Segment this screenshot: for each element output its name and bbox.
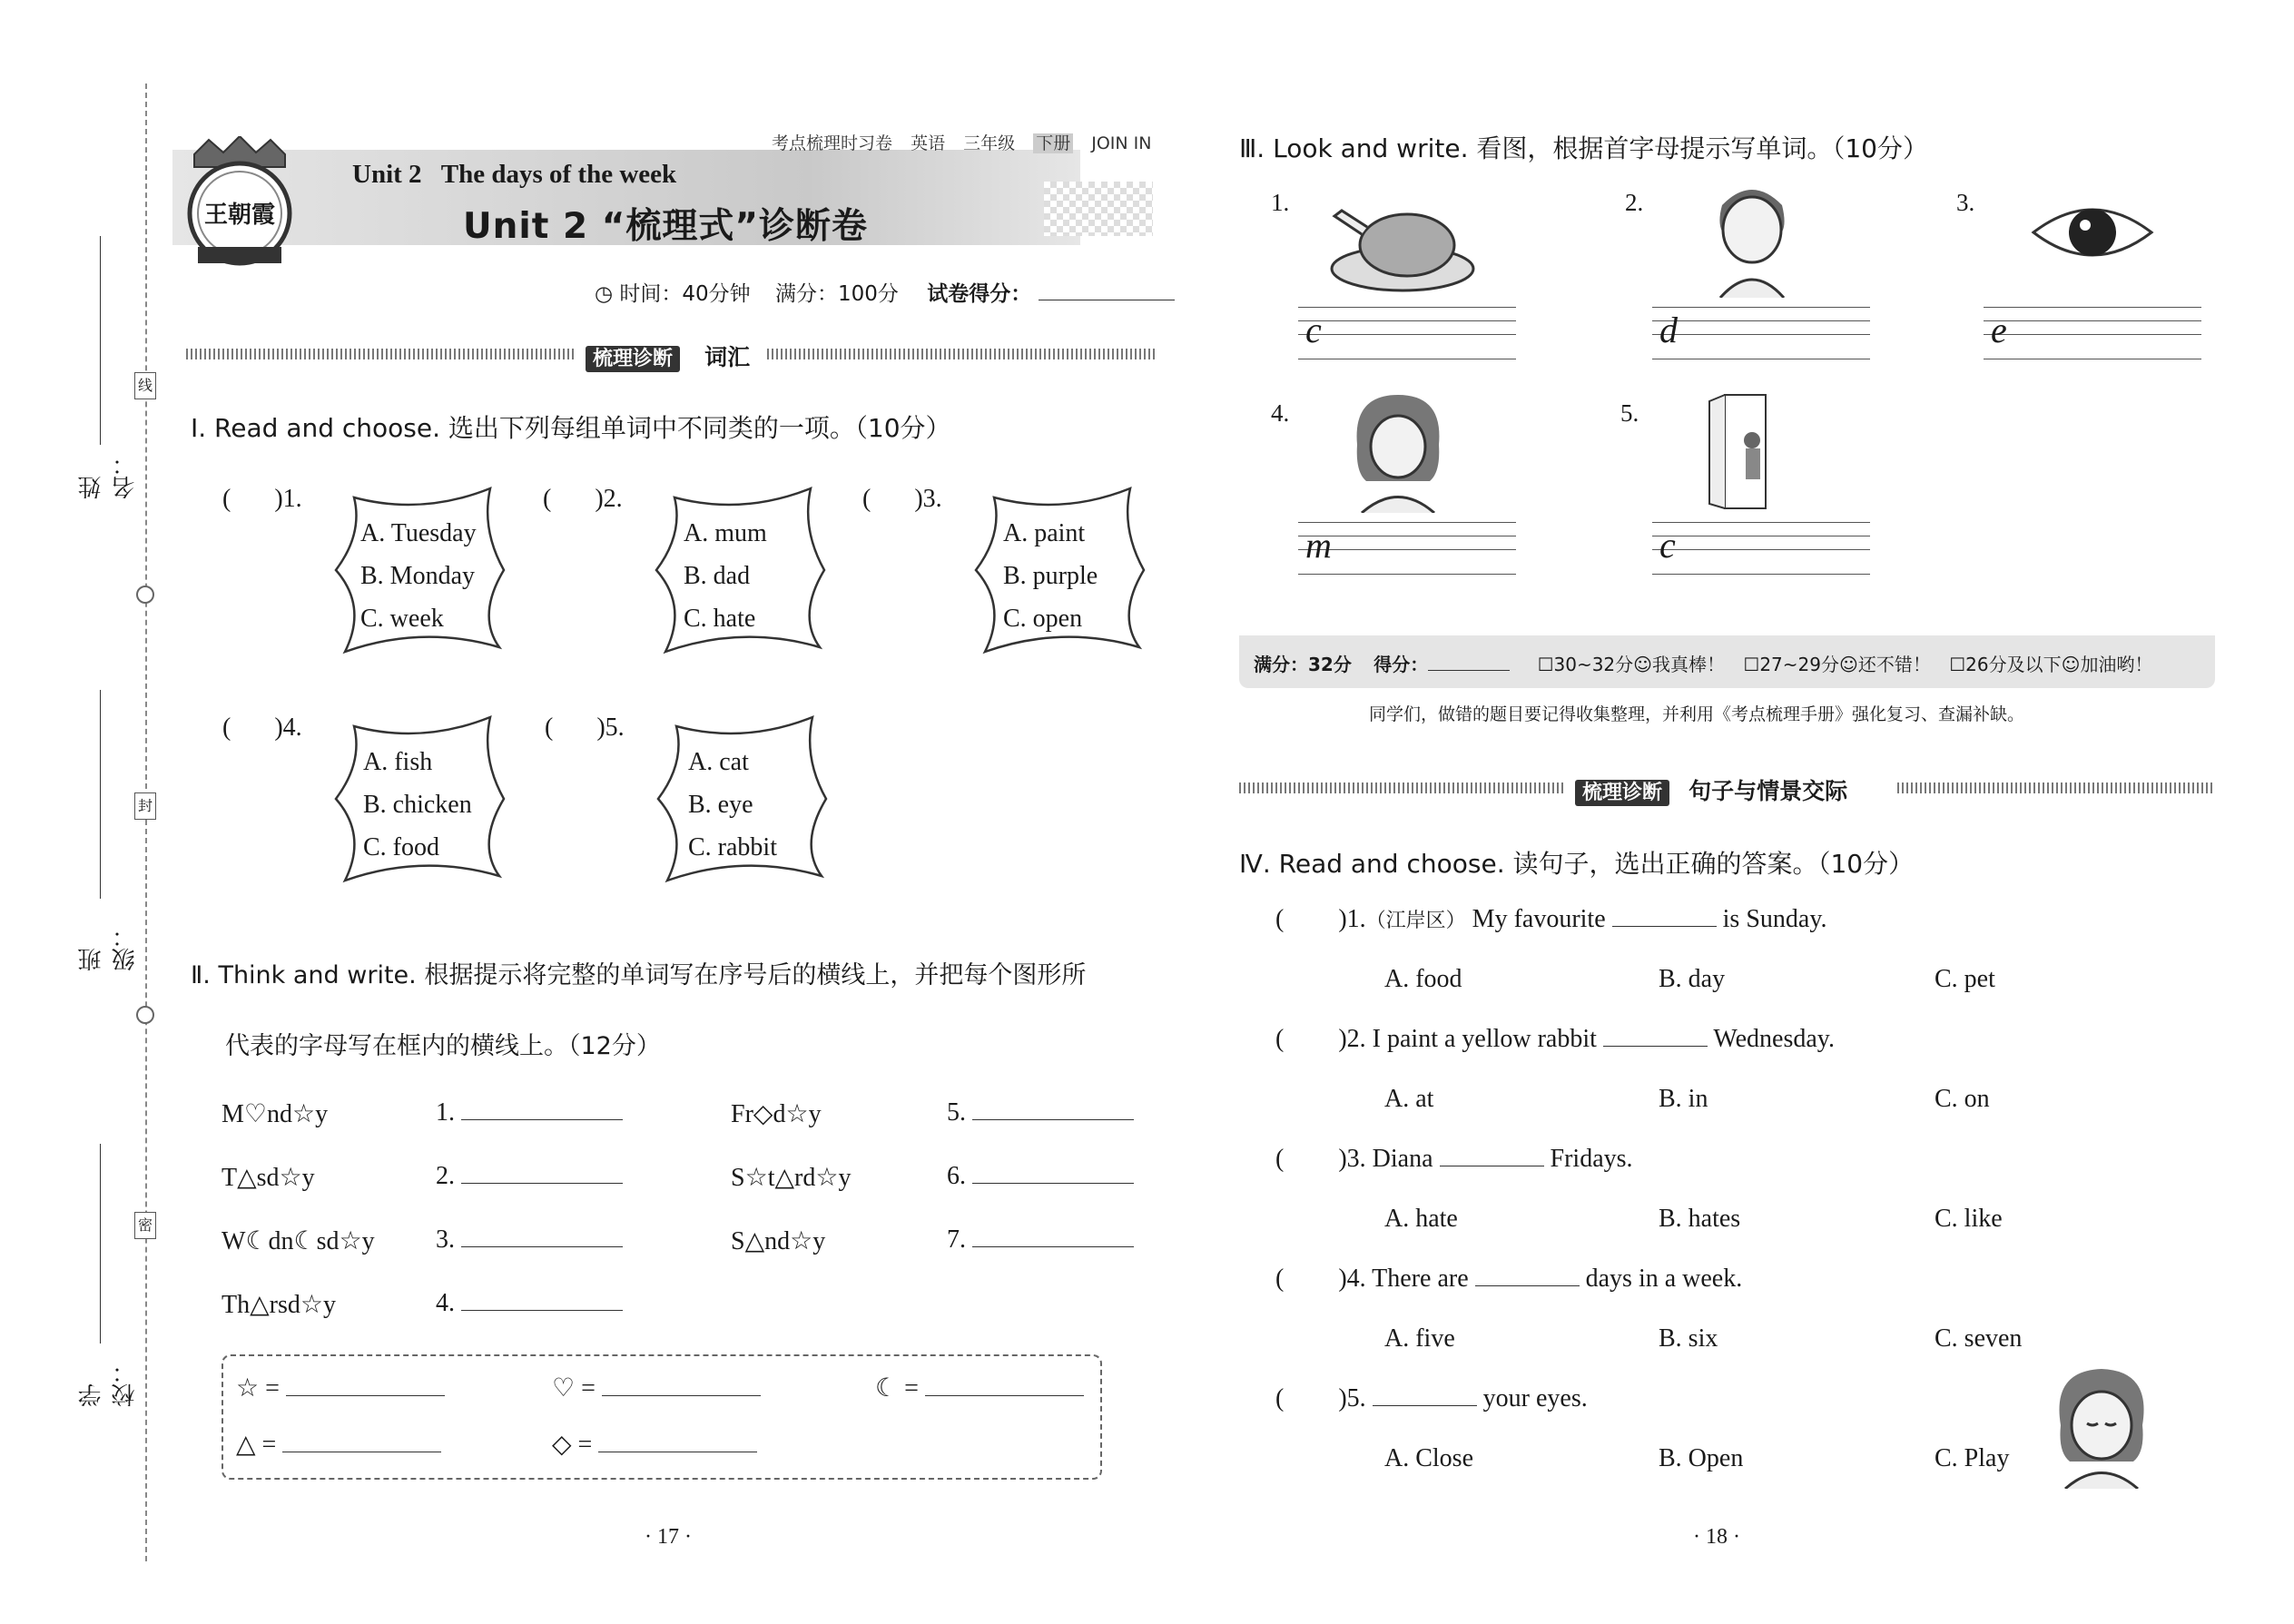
- mum-image: [1348, 390, 1448, 513]
- exam-info: [595, 277, 1175, 307]
- letter-hint: e: [1991, 310, 2007, 350]
- header-meta: [772, 130, 1151, 154]
- option-a: A. fish: [363, 748, 433, 776]
- q1-item-3: ( )3. A. paint B. purple C. open: [862, 479, 1162, 661]
- checkbox-icon[interactable]: ☐: [1537, 654, 1554, 675]
- q1-item-2: ( )2. A. mum B. dad C. hate: [543, 479, 842, 661]
- answer-paren[interactable]: (: [1275, 1265, 1285, 1293]
- option-a: A. mum: [684, 519, 767, 547]
- option-a: A. five: [1384, 1324, 1455, 1353]
- q4-title: Ⅳ. Read and choose. 读句子，选出正确的答案。（10分）: [1239, 849, 1915, 879]
- scorebar-blank[interactable]: [1428, 670, 1510, 671]
- logo-text: 王朝霞: [203, 202, 275, 228]
- dad-image: [1711, 180, 1793, 298]
- time-label: 时间：40分钟: [619, 282, 751, 306]
- option-c: C. on: [1935, 1085, 1990, 1113]
- grade-label: 三年级: [963, 133, 1016, 153]
- q2-answer-6: 6.: [947, 1162, 1134, 1191]
- section-name: 词汇: [704, 344, 751, 370]
- q2-title-line2: 代表的字母写在框内的横线上。（12分）: [225, 1032, 661, 1060]
- option-c: C. week: [360, 605, 444, 633]
- full-score-label: 满分：100分: [774, 282, 899, 306]
- item-number: 3.: [1956, 189, 1975, 216]
- star-icon: ☆: [815, 1164, 839, 1192]
- q1-item-5: ( )5. A. cat B. eye C. rabbit: [545, 708, 844, 890]
- smile-icon: ☺: [1838, 654, 1858, 675]
- item-number: 5.: [1620, 399, 1639, 427]
- option-a: A. at: [1384, 1085, 1434, 1113]
- girl-closing-eyes-image: [2047, 1362, 2156, 1489]
- q4-item-2: ( )2. I paint a yellow rabbit Wednesday. A. at B. in C. on: [1275, 1025, 1990, 1113]
- q3-item-2: [1625, 180, 1879, 370]
- option-a: A. Tuesday: [360, 519, 477, 547]
- answer-blank[interactable]: [1612, 926, 1717, 927]
- option-c: C. pet: [1935, 965, 1995, 993]
- item-number: 2.: [603, 485, 623, 513]
- option-c: C. like: [1935, 1205, 2003, 1233]
- diamond-icon: ◇: [552, 1431, 572, 1459]
- option-a: A. paint: [1003, 519, 1086, 547]
- answer-blank[interactable]: [1475, 1285, 1580, 1286]
- section-chip: 梳理诊断: [1575, 780, 1669, 806]
- q2-answer-4: 4.: [436, 1289, 623, 1318]
- q3-item-3: [1956, 180, 2210, 370]
- option-c: C. food: [363, 833, 439, 861]
- letter-hint: d: [1659, 310, 1678, 350]
- triangle-icon: △: [744, 1227, 765, 1255]
- q2-word-6: S☆t△rd☆y: [731, 1164, 852, 1192]
- option-b: B. day: [1659, 965, 1726, 993]
- answer-paren[interactable]: (: [545, 714, 554, 742]
- section-chip: 梳理诊断: [586, 346, 680, 372]
- star-icon: ☆: [744, 1164, 768, 1192]
- heart-icon: ♡: [243, 1100, 268, 1128]
- letter-hint: m: [1305, 525, 1332, 566]
- star-icon: ☆: [785, 1100, 809, 1128]
- item-number: 1.: [282, 485, 302, 513]
- option-c: C. Play: [1935, 1444, 2010, 1472]
- option-a: A. hate: [1384, 1205, 1458, 1233]
- section-name: 句子与情景交际: [1689, 778, 1848, 804]
- moon-icon: ☾: [293, 1227, 317, 1255]
- answer-blank[interactable]: [461, 1119, 623, 1120]
- answer-blank[interactable]: [972, 1246, 1134, 1247]
- option-b: B. six: [1659, 1324, 1718, 1353]
- binding-name-field: [74, 227, 139, 499]
- star-icon: ☆: [292, 1100, 316, 1128]
- q4-item-5: ( )5. your eyes. A. Close B. Open C. Play: [1275, 1384, 2010, 1472]
- edition-label: JOIN IN: [1091, 133, 1152, 153]
- triangle-icon: △: [236, 1431, 256, 1459]
- q2-word-7: S△nd☆y: [731, 1227, 826, 1255]
- answer-paren[interactable]: (: [862, 485, 871, 513]
- checkbox-icon[interactable]: ☐: [1743, 654, 1760, 675]
- legend-blank[interactable]: [925, 1395, 1084, 1396]
- scorebar-got: 得分：: [1373, 654, 1429, 675]
- q1-title: Ⅰ. Read and choose. 选出下列每组单词中不同类的一项。（10分）: [191, 413, 951, 443]
- triangle-icon: △: [774, 1164, 795, 1192]
- q2-word-5: Fr◇d☆y: [731, 1100, 822, 1128]
- q2-word-3: W☾dn☾sd☆y: [222, 1227, 375, 1255]
- door-image: [1693, 390, 1793, 513]
- q3-item-5: [1620, 390, 1875, 586]
- unit-line: Unit 2 The days of the week: [352, 160, 677, 189]
- moon-icon: ☾: [875, 1374, 899, 1403]
- answer-blank[interactable]: [461, 1183, 623, 1184]
- binding-mark-secret: 密: [134, 1212, 156, 1239]
- q3-title: Ⅲ. Look and write. 看图，根据首字母提示写单词。（10分）: [1239, 133, 1928, 163]
- q2-answer-5: 5.: [947, 1098, 1134, 1127]
- answer-paren[interactable]: (: [1275, 1384, 1285, 1412]
- star-icon: ☆: [279, 1164, 302, 1192]
- star-icon: ☆: [236, 1374, 260, 1403]
- answer-blank[interactable]: [461, 1246, 623, 1247]
- chicken-image: [1325, 198, 1480, 298]
- answer-paren[interactable]: (: [222, 714, 231, 742]
- q2-answer-3: 3.: [436, 1225, 623, 1255]
- q2-answer-2: 2.: [436, 1162, 623, 1191]
- answer-blank[interactable]: [972, 1183, 1134, 1184]
- option-b: B. purple: [1003, 562, 1098, 590]
- eye-image: [2029, 196, 2156, 269]
- page-number-left: · 17 ·: [645, 1525, 692, 1549]
- q4-item-1: ( )1.（江岸区） My favourite is Sunday. A. food B. day C. pet: [1275, 905, 1995, 993]
- scorebar-full: 满分：32分: [1254, 654, 1352, 675]
- binding-mark-line: 线: [134, 372, 156, 399]
- legend-blank[interactable]: [286, 1395, 445, 1396]
- letter-hint: c: [1305, 310, 1322, 350]
- smile-icon: ☺: [1633, 654, 1653, 675]
- series-label: 考点梳理时习卷: [772, 133, 893, 153]
- option-c: C. rabbit: [688, 833, 777, 861]
- option-b: B. Monday: [360, 562, 475, 590]
- option-b: B. Open: [1659, 1444, 1744, 1472]
- q2-answer-1: 1.: [436, 1098, 623, 1127]
- option-b: B. hates: [1659, 1205, 1741, 1233]
- study-tip: 同学们，做错的题目要记得收集整理，并利用《考点梳理手册》强化复习、查漏补缺。: [1369, 705, 2025, 724]
- option-b: B. dad: [684, 562, 751, 590]
- section-vocab-heading: [586, 340, 750, 372]
- option-c: C. open: [1003, 605, 1083, 633]
- smile-icon: ☺: [2061, 654, 2081, 675]
- triangle-icon: △: [237, 1164, 257, 1192]
- score-bar: 满分：32分 得分： ☐30~32分☺我真棒！ ☐27~29分☺还不错！ ☐26分及以下☺加油哟！: [1239, 635, 2215, 688]
- item-number: 3.: [922, 485, 942, 513]
- subject-label: 英语: [911, 133, 946, 153]
- section-divider: [1239, 782, 1566, 793]
- class-label: 班级：: [78, 924, 139, 971]
- answer-paren[interactable]: (: [1275, 1145, 1285, 1173]
- answer-blank[interactable]: [461, 1310, 623, 1311]
- symbol-legend-box: ☆ = ♡ = ☾ = △ = ◇ =: [222, 1354, 1102, 1480]
- checkbox-icon[interactable]: ☐: [1949, 654, 1966, 675]
- q1-item-1: ( )1. A. Tuesday B. Monday C. week: [222, 479, 522, 661]
- section-divider: [1897, 782, 2215, 793]
- moon-icon: ☾: [245, 1227, 269, 1255]
- q2-title-line1: Ⅱ. Think and write. 根据提示将完整的单词写在序号后的横线上，并把每个图形所: [191, 961, 1087, 989]
- star-icon: ☆: [339, 1227, 362, 1255]
- score-label: 试卷得分：: [927, 282, 1032, 306]
- option-b: B. chicken: [363, 791, 472, 819]
- q2-answer-7: 7.: [947, 1225, 1134, 1255]
- section-divider: [186, 349, 576, 359]
- answer-blank[interactable]: [1603, 1046, 1708, 1047]
- q3-item-4: [1271, 390, 1525, 586]
- q2-word-2: T△sd☆y: [222, 1164, 315, 1192]
- option-b: B. in: [1659, 1085, 1708, 1113]
- option-b: B. eye: [688, 791, 753, 819]
- binding-ornament-icon: [136, 1006, 154, 1024]
- binding-ornament-icon: [136, 586, 154, 604]
- term-label: 下册: [1033, 133, 1073, 153]
- binding-line: [145, 84, 147, 1561]
- answer-paren[interactable]: (: [1275, 1025, 1285, 1053]
- option-c: C. hate: [684, 605, 756, 633]
- diamond-icon: ◇: [753, 1100, 773, 1128]
- binding-school-field: [74, 1135, 139, 1407]
- star-icon: ☆: [790, 1227, 813, 1255]
- answer-paren[interactable]: (: [543, 485, 552, 513]
- option-c: C. seven: [1935, 1324, 2023, 1353]
- q3-item-1: [1271, 180, 1525, 370]
- option-a: A. Close: [1384, 1444, 1473, 1472]
- binding-class-field: [74, 681, 139, 971]
- item-number: 4.: [282, 714, 302, 742]
- legend-blank[interactable]: [602, 1395, 761, 1396]
- item-number: 5.: [605, 714, 625, 742]
- clock-icon: ◷: [595, 282, 614, 306]
- item-number: 4.: [1271, 399, 1290, 427]
- q4-item-4: ( )4. There are days in a week. A. five B. six C. seven: [1275, 1265, 2023, 1353]
- section-sentence-heading: [1575, 773, 1847, 806]
- item-number: 2.: [1625, 189, 1644, 216]
- q2-word-1: M♡nd☆y: [222, 1100, 329, 1128]
- page-number-right: · 18 ·: [1693, 1525, 1740, 1549]
- letter-hint: c: [1659, 525, 1676, 566]
- q4-item-3: ( )3. Diana Fridays. A. hate B. hates C. like: [1275, 1145, 2003, 1233]
- option-a: A. food: [1384, 965, 1462, 993]
- q1-item-4: ( )4. A. fish B. chicken C. food: [222, 708, 522, 890]
- option-a: A. cat: [688, 748, 749, 776]
- answer-paren[interactable]: (: [222, 485, 231, 513]
- page-title: Unit 2 “梳理式”诊断卷: [463, 206, 868, 247]
- heart-icon: ♡: [552, 1374, 576, 1403]
- school-label: 学校：: [78, 1360, 139, 1407]
- answer-blank[interactable]: [1373, 1405, 1477, 1406]
- star-icon: ☆: [300, 1291, 323, 1319]
- binding-mark-seal: 封: [134, 792, 156, 820]
- answer-paren[interactable]: (: [1275, 905, 1285, 933]
- item-number: 1.: [1271, 189, 1290, 216]
- q2-word-4: Th△rsd☆y: [222, 1291, 336, 1319]
- triangle-icon: △: [250, 1291, 270, 1319]
- section-divider: [767, 349, 1157, 359]
- answer-blank[interactable]: [972, 1119, 1134, 1120]
- name-label: 姓名：: [78, 452, 139, 499]
- brand-logo-icon: [182, 136, 298, 272]
